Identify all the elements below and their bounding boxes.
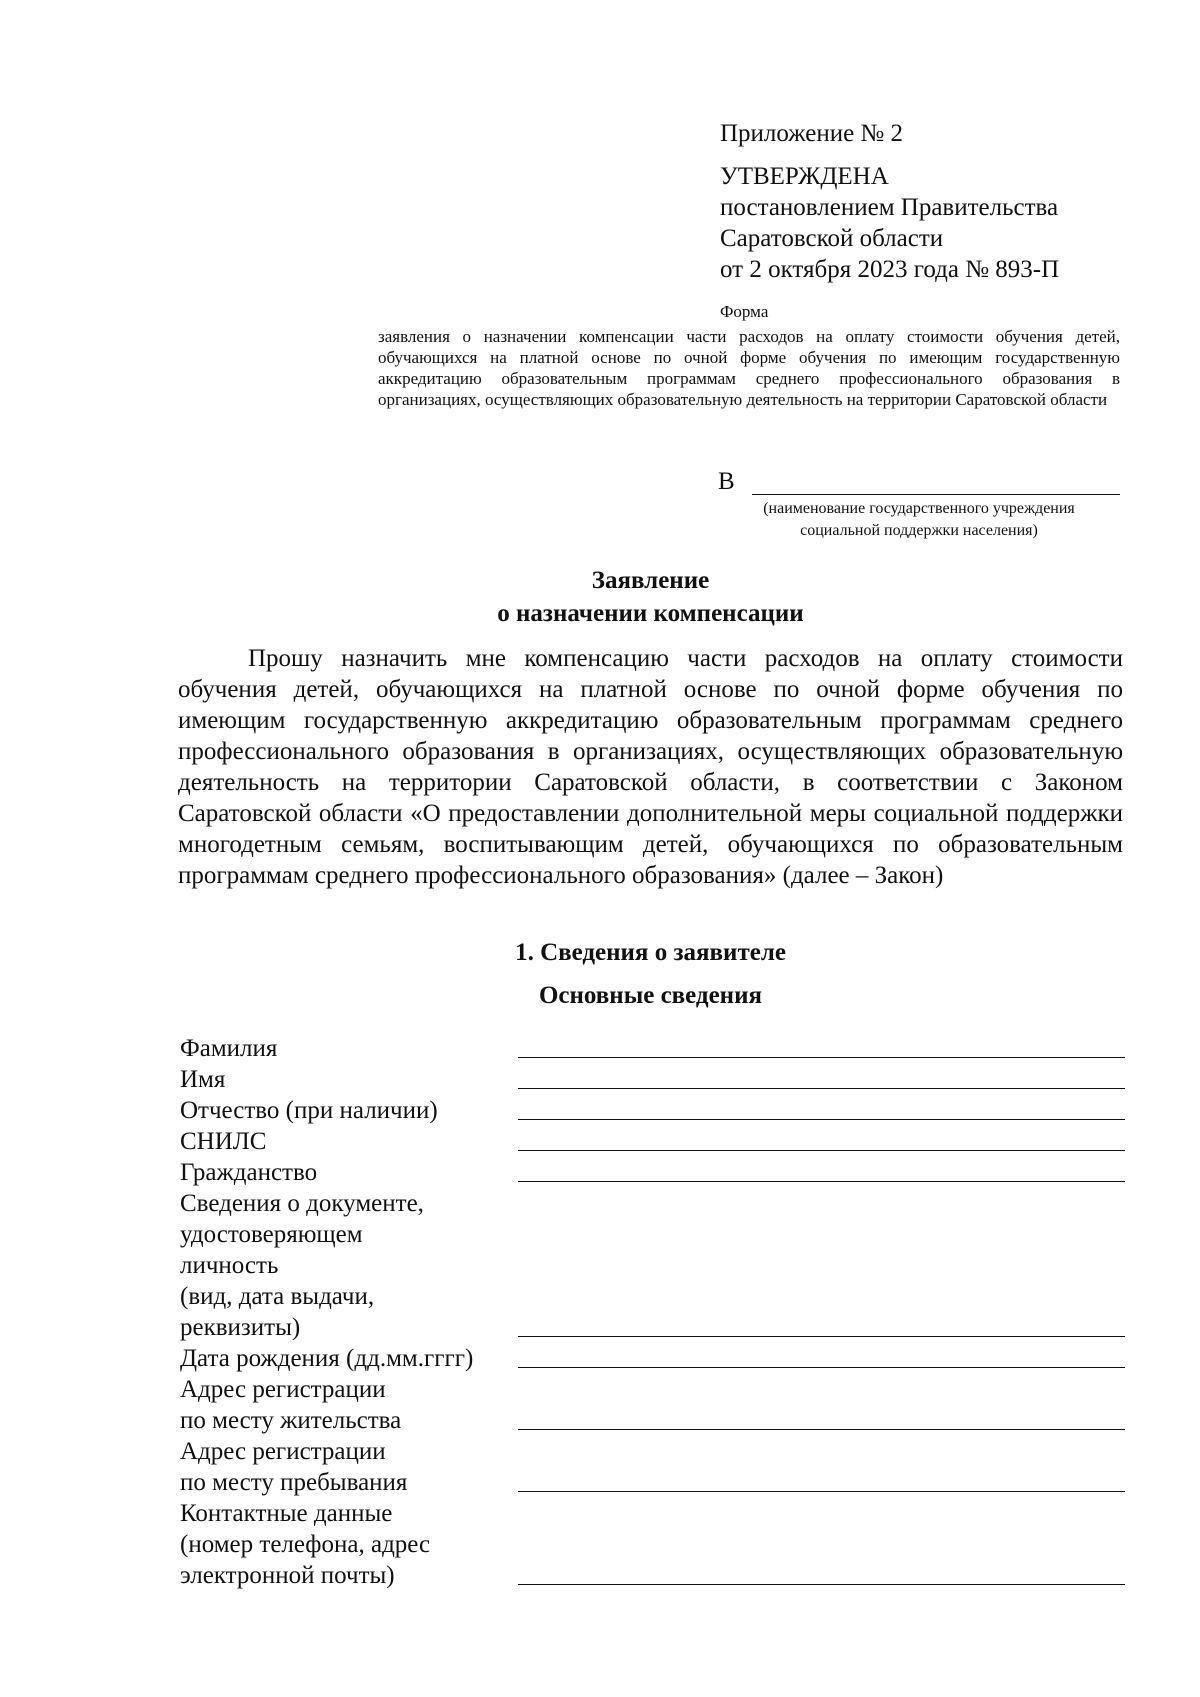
stay-address-input-line[interactable] — [518, 1491, 1125, 1492]
addressee-block — [718, 468, 1120, 538]
field-label: Контактные данные (номер телефона, адрес электронной почты) — [180, 1500, 431, 1589]
field-label: Отчество (при наличии) — [180, 1097, 438, 1124]
request-paragraph: Прошу назначить мне компенсацию части расходов на оплату стоимости обучения детей, обучающихся на платной основе по очной форме обучения по имеющим государственную аккредитацию образовательным программам среднего профессионального образования в организациях, осуществляющих образовательную деятельность на территории Саратовской области, в соответствии с Законом Саратовской области «О предоставлении дополнительной меры социальной поддержки многодетным семьям, воспитывающим детей, обучающихся по образовательным программам среднего профессионального образования» (далее – Закон) — [178, 645, 1123, 889]
document-title — [178, 564, 1123, 630]
subsection-title: Основные сведения — [538, 982, 763, 1009]
field-label: Имя — [180, 1066, 226, 1093]
snils-input-line[interactable] — [518, 1150, 1125, 1151]
birth-date-input-line[interactable] — [518, 1367, 1125, 1368]
addressee-hint — [718, 498, 1120, 542]
field-label: Адрес регистрации по месту пребывания — [180, 1438, 408, 1496]
applicant-fields — [180, 1033, 1125, 1591]
residence-address-input-line[interactable] — [518, 1429, 1125, 1430]
patronymic-input-line[interactable] — [518, 1119, 1125, 1120]
field-snils — [180, 1126, 1125, 1157]
field-stay-address — [180, 1436, 1125, 1498]
document-title-line2: о назначении компенсации — [497, 600, 804, 627]
field-contacts — [180, 1498, 1125, 1591]
field-surname — [180, 1033, 1125, 1064]
form-word: Форма — [720, 302, 769, 321]
field-label: Фамилия — [180, 1035, 278, 1062]
identity-document-input-line[interactable] — [518, 1336, 1125, 1337]
approved-date: от 2 октября 2023 года № 893-П — [720, 256, 1060, 283]
approval-block — [720, 118, 1160, 285]
field-patronymic — [180, 1095, 1125, 1126]
document-title-line1: Заявление — [591, 567, 710, 594]
request-body — [178, 643, 1123, 891]
contacts-input-line[interactable] — [518, 1584, 1125, 1585]
field-label: Гражданство — [180, 1159, 318, 1186]
addressee-hint-line2: социальной поддержки населения) — [800, 522, 1038, 539]
name-input-line[interactable] — [518, 1088, 1125, 1089]
appendix-number: Приложение № 2 — [720, 120, 904, 147]
field-identity-document — [180, 1188, 1125, 1343]
section-title: 1. Сведения о заявителе — [515, 939, 786, 966]
addressee-prefix: В — [718, 468, 735, 495]
approved-stamp: УТВЕРЖДЕНА — [720, 163, 889, 190]
field-label: Дата рождения (дд.мм.гггг) — [180, 1345, 474, 1372]
field-residence-address — [180, 1374, 1125, 1436]
field-name — [180, 1064, 1125, 1095]
field-citizenship — [180, 1157, 1125, 1188]
field-birth-date — [180, 1343, 1125, 1374]
addressee-input-line[interactable] — [752, 494, 1120, 495]
field-label: СНИЛС — [180, 1128, 267, 1155]
form-description: заявления о назначении компенсации части расходов на оплату стоимости обучения детей, обучающихся на платной основе по очной форме обучения по имеющим государственную аккредитацию образовательным программам среднего профессионального образования в организациях, осуществляющих образовательную деятельность на территории Саратовской области — [378, 327, 1120, 409]
field-label: Сведения о документе, удостоверяющем личность (вид, дата выдачи, реквизиты) — [180, 1190, 424, 1341]
approved-by-line1: постановлением Правительства — [720, 194, 1059, 221]
addressee-hint-line1: (наименование государственного учреждения — [763, 500, 1075, 517]
field-label: Адрес регистрации по месту жительства — [180, 1376, 402, 1434]
surname-input-line[interactable] — [518, 1057, 1125, 1058]
citizenship-input-line[interactable] — [518, 1181, 1125, 1182]
approved-by-line2: Саратовской области — [720, 225, 944, 252]
